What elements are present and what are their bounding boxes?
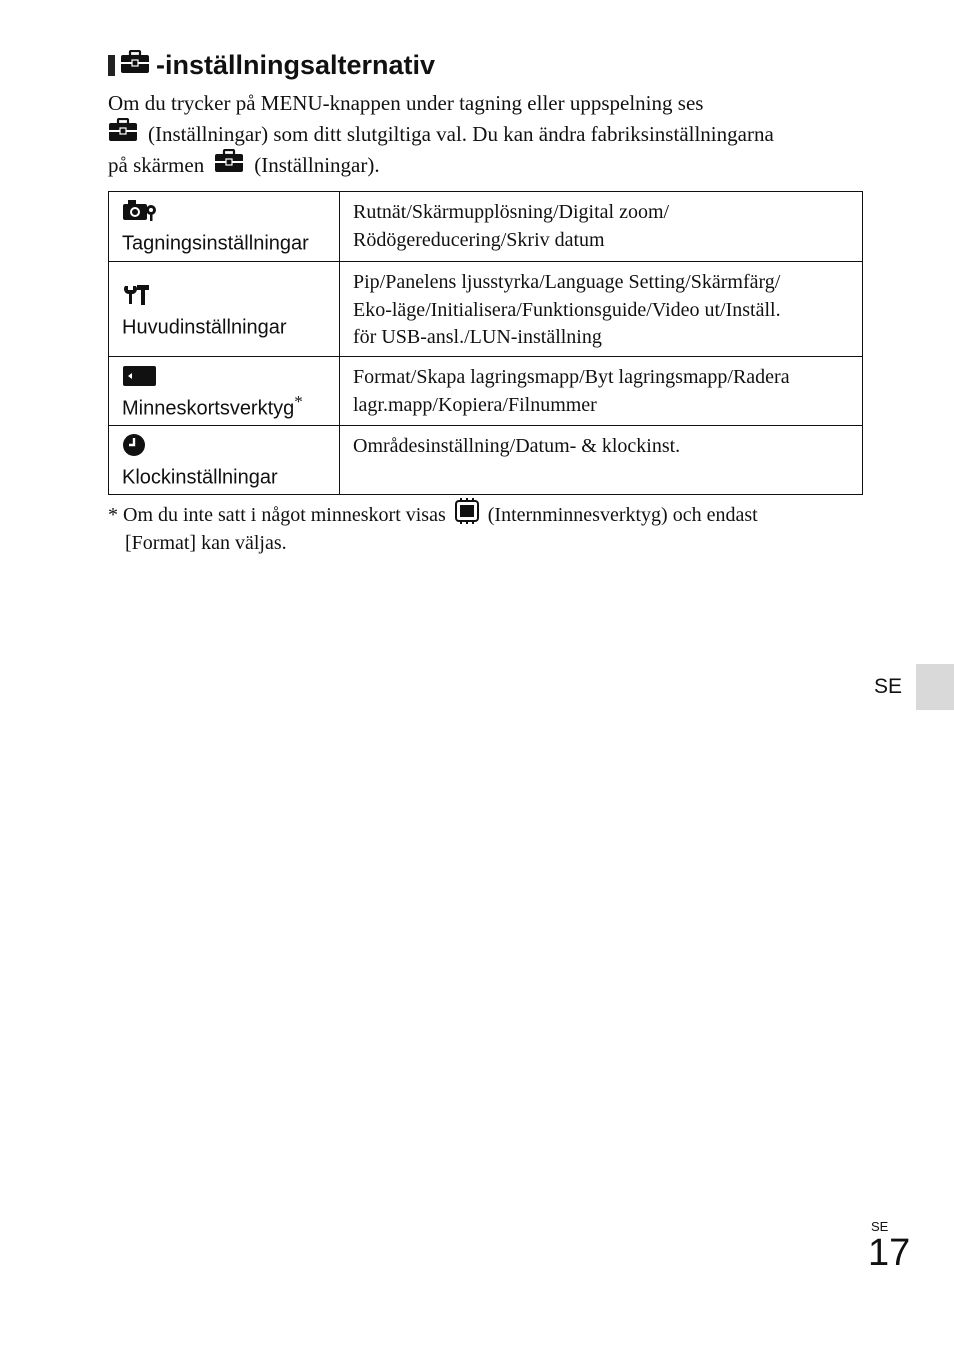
intro-line-2	[108, 119, 878, 150]
footnote	[108, 501, 898, 557]
category-cell	[109, 262, 340, 357]
section-heading	[108, 48, 435, 82]
footnote-line-1-pre: * Om du inte satt i något minneskort visas	[108, 504, 446, 526]
option-line: Rödögereducering/Skriv datum	[353, 228, 605, 251]
page-number: 17	[868, 1232, 911, 1274]
intro-line-3-pre: på skärmen	[108, 153, 205, 177]
page-language: SE	[871, 1219, 889, 1234]
intro-line-3	[108, 150, 878, 181]
option-line: för USB-ansl./LUN-inställning	[353, 326, 602, 348]
camera-settings-icon	[122, 198, 339, 224]
settings-table	[108, 191, 863, 495]
category-cell	[109, 357, 340, 426]
options-cell	[340, 262, 863, 357]
table-row	[109, 357, 863, 426]
category-cell	[109, 192, 340, 262]
option-line: Format/Skapa lagringsmapp/Byt lagringsmapp/Radera	[353, 366, 790, 388]
option-line: Eko-läge/Initialisera/Funktionsguide/Video ut/Inställ.	[353, 298, 781, 321]
options-cell	[340, 426, 863, 495]
category-cell	[109, 426, 340, 495]
table-row	[109, 426, 863, 495]
toolbox-icon	[108, 118, 138, 151]
intro-paragraph	[108, 88, 878, 181]
option-line: Områdesinställning/Datum- & klockinst.	[353, 435, 681, 457]
category-label: Minneskortsverktyg*	[122, 392, 303, 420]
footnote-line-1-post: (Internminnesverktyg) och endast	[487, 504, 758, 526]
intro-line-1: Om du trycker på MENU-knappen under tagning eller uppspelning ses	[108, 91, 704, 115]
heading-title: -inställningsalternativ	[156, 49, 436, 80]
clock-icon	[122, 432, 339, 458]
options-cell	[340, 357, 863, 426]
option-line: Pip/Panelens ljusstyrka/Language Setting/Skärmfärg/	[353, 271, 781, 293]
intro-line-3-post: (Inställningar).	[254, 153, 380, 177]
memory-card-icon	[122, 363, 339, 389]
side-tab-label: SE	[874, 675, 903, 698]
intro-line-2-text: (Inställningar) som ditt slutgiltiga val. Du kan ändra fabriksinställningarna	[148, 122, 774, 146]
option-line: lagr.mapp/Kopiera/Filnummer	[353, 393, 597, 416]
table-row	[109, 192, 863, 262]
heading-marker	[108, 55, 115, 76]
internal-memory-icon	[453, 498, 481, 532]
category-label: Klockinställningar	[122, 466, 278, 489]
options-cell	[340, 192, 863, 262]
option-line: Rutnät/Skärmupplösning/Digital zoom/	[353, 201, 670, 223]
category-label: Huvudinställningar	[122, 316, 287, 339]
table-row	[109, 262, 863, 357]
footnote-line-2: [Format] kan väljas.	[125, 532, 287, 554]
category-label: Tagningsinställningar	[122, 232, 309, 255]
footnote-line-1	[108, 501, 898, 529]
toolbox-icon	[214, 149, 244, 182]
side-tab	[916, 664, 954, 710]
toolbox-icon	[120, 50, 150, 81]
wrench-tools-icon	[122, 282, 339, 308]
